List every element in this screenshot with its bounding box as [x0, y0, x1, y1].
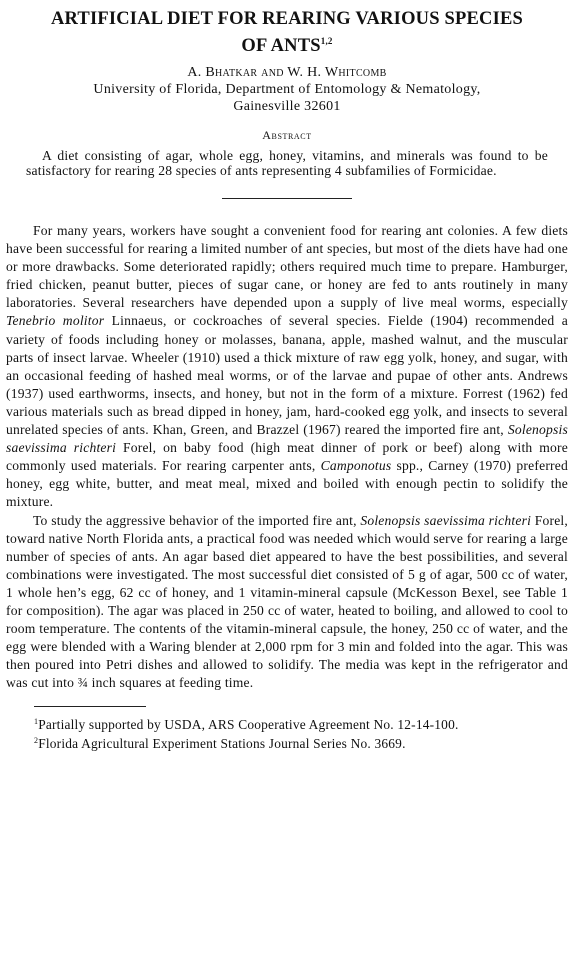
abstract-heading: Abstract — [262, 128, 312, 142]
footnote-1: $^1$Partially supported by USDA, ARS Cooperative Agreement No. 12-14-100. — [34, 717, 459, 733]
body-text — [6, 222, 568, 692]
affiliation-line-1: University of Florida, Department of Entomology & Nematology, — [93, 82, 481, 97]
footnotes — [6, 714, 568, 751]
footnote-divider — [34, 706, 146, 707]
footnote-2: $^2$Florida Agricultural Experiment Stations Journal Series No. 3669. — [34, 735, 406, 751]
title-line-2: OF ANTS — [241, 36, 321, 56]
section-divider — [222, 198, 352, 199]
species-name: Solenopsis saevissima richteri — [6, 422, 568, 456]
paragraph-2: To study the aggressive behavior of the imported fire ant, Solenopsis saevissima richteri Forel, toward native North Florida ants, a practical food was needed which would serve for rearing a large number of species of ants. An agar based diet appeared to have the best possibilities, and several combinations were investigated. The most successful diet consisted of 5 g of agar, 500 cc of water, 1 whole hen’s egg, 62 cc of honey, and 1 vitamin-mineral capsule (McKesson Bexel, see Table 1 for composition). The agar was placed in 250 cc of water, heated to boiling, and allowed to cool to room temperature. The contents of the vitamin-mineral capsule, the honey, 250 cc of water, and the egg were blended with a Waring blender at 2,000 rpm for 3 min and folded into the agar. This was then poured into Petri dishes and allowed to solidify. The media was kept in the refrigerator and was cut into ¾ inch squares at feeding time. — [6, 512, 569, 691]
paragraph-1: For many years, workers have sought a convenient food for rearing ant colonies. A few diets have been successful for rearing a limited number of ant species, but most of the diets have had one or more drawbacks. Some deteriorated rapidly; others required much time to prepare. Hamburger, fried chicken, peanut butter, pieces of sugar cane, or honey are fed to ants routinely in many laboratories. Several researchers have depended upon a supply of live meal worms, especially Tenebrio molitor Linnaeus, or cockroaches of several species. Fielde (1904) recommended a variety of foods including honey or molasses, banana, apple, mashed walnut, and the muscular parts of insect larvae. Wheeler (1910) used a thick mixture of raw egg yolk, honey, and sugar, with an occasional feeding of hashed meal worms, or of the larvae and pupae of other ants. Andrews (1937) used earthworms, insects, and honey, but not in the form of a mixture. Forrest (1962) fed various materials such as bread dipped in honey, jam, hard-cooked egg yolk, and insects to several unrelated species of ants. Khan, Green, and Brazzel (1967) reared the imported fire ant, Solenopsis saevissima richteri Forel, on baby food (high meat dinner of pork or beef) along with more commonly used materials. For rearing carpenter ants, Camponotus spp., Carney (1970) preferred honey, egg white, butter, and meat meal, mixed and boiled with enough pectin to solidify the mixture. — [6, 223, 569, 510]
title-line-1: ARTIFICIAL DIET FOR REARING VARIOUS SPECIES — [50, 9, 524, 29]
abstract-text: A diet consisting of agar, whole egg, honey, vitamins, and minerals was found to be satisfactory for rearing 28 species of ants representing 4 subfamilies of Formicidae. — [26, 148, 548, 178]
species-name: Tenebrio molitor — [6, 313, 105, 329]
title-footnote-marks: 1,2 — [320, 36, 333, 46]
affiliation — [6, 81, 568, 115]
affiliation-line-2: Gainesville 32601 — [233, 99, 341, 114]
species-name: Solenopsis saevissima richteri — [360, 512, 532, 528]
author-list: A. Bhatkar and W. H. Whitcomb — [187, 65, 387, 80]
paper-title — [6, 8, 568, 57]
genus-name: Camponotus — [320, 458, 392, 474]
